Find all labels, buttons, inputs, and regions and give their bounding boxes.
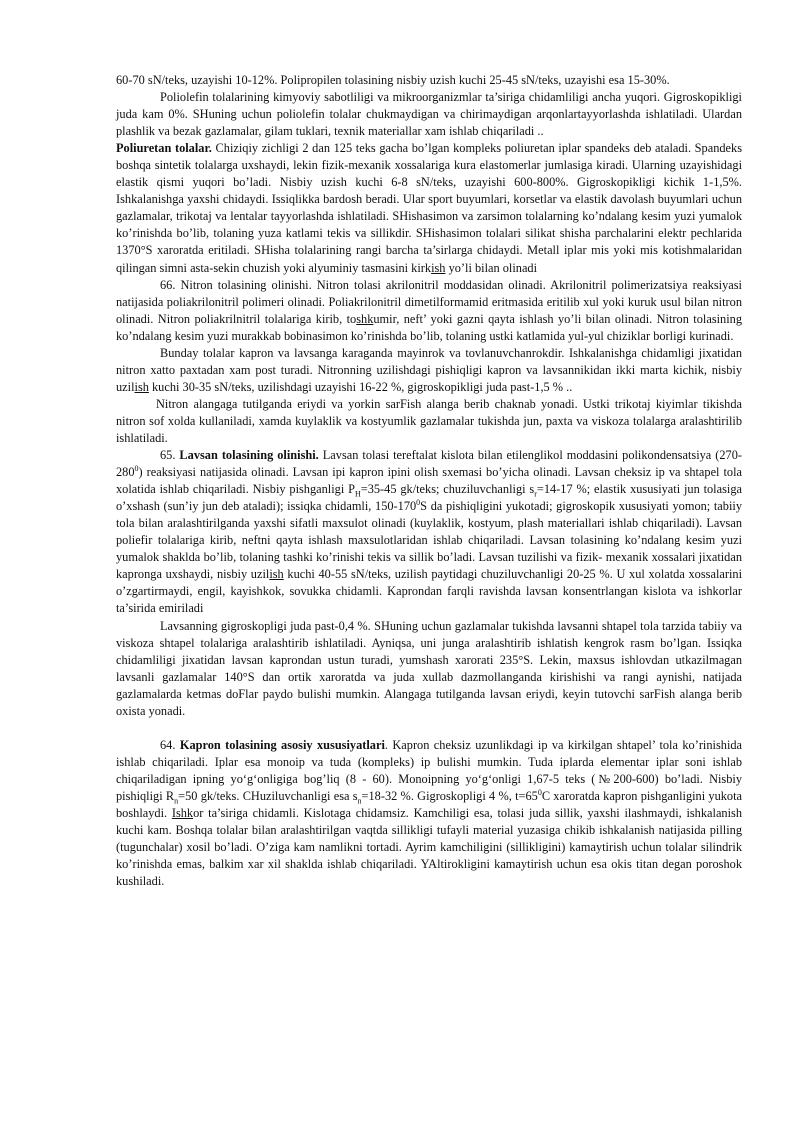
paragraph-lavsan-hygroscopicity: Lavsanning gigroskopligi juda past-0,4 %. SHuning uchun gazlamalar tukishda lavsanni shtapel tola tarzida tabiiy va viskoza shtapel tolalariga aralashtirib ishlatiladi. Ayniqsa, uni junga aralashtirib ishlatish kengrok rasm bo’lgan. Issiqka chidamliligi jixatidan lavsan kaprondan ustun turadi, yumshash xarorati 235°S. Lekin, maxsus ishlovdan utkazilmagan lavsanli gazlamalar 140°S dan ortik xaroratda va juda xullab dazmollanganda kirishishi va rangi aynishi, natijada gazlamalarda ketmas doFlar paydo bulishi mumkin. Alangaga tutilganda lavsan eriydi, keyin tutovchi sarFish alanga berib oxista yonadi. [116,618,742,718]
paragraph-nitron-production: 66. Nitron tolasining olinishi. Nitron tolasi akrilonitril moddasidan olinadi. Akrilonitril polimerizatsiya reaksiyasi natijasida poliakrilonitril polimeri olinadi. Poliakrilonitril dimetilformamid eritmasida eritilib xul yoki kuruk usul bilan nitron olinadi. Nitron poliakrilnitril tolalariga kirib, toshkumir, neft’ yoki gazni qayta ishlash yo’li bilan olinadi. Nitron tolasining ko’ndalang kesim yuzi murakkab bobinasimon ko’rinishda bo’lib, tolaning ustki katlamida yul-yul chiziklar borligi kurinadi. [116,277,742,343]
section-heading-kapron: Kapron tolasining asosiy xususiyatlari [179,737,385,752]
section-heading-lavsan: Lavsan tolasining olinishi. [179,448,319,463]
section-heading-polyurethane: Poliuretan tolalar. [116,141,212,156]
document-page [116,72,742,890]
paragraph-nitron-usage: Nitron alangaga tutilganda eriydi va yorkin sarFish alanga berib chaknab yonadi. Ustki trikotaj kiyimlar tikishda nitron sof xolda kullaniladi, xamda kuylaklik va kostyumlik gazlamalar tukishda jun, paxta va viskoza tolalarga aralashtirilib ishlatiladi. [116,396,742,445]
paragraph-lavsan-production: 65. Lavsan tolasining olinishi. Lavsan tolasi tereftalat kislota bilan etilenglikol moddasini polikondensatsiya $(270-280^0)$ reaksiyasi natijasida olinadi. Lavsan ipi kapron ipini olish sxemasi bo’yicha olinadi. Lavsan cheksiz ip va shtapel tola xolatida ishlab chiqariladi. Nisbiy pishganligi $P_H=35-45$ gk/teks; chuziluvchanligi $s_r=14-17$ %; elastik xususiyati jun tolasiga o’xshash (sun’iy jun deb ataladi); issiqka chidamli, $150-170^0S$ da pishiqligini yukotadi; gigroskopik xususiyati yomon; tabiiy tola bilan aralashtirilganda yaxshi sifatli maxsulot olinadi (kuylaklik, kostyum, plash materiallari ishlab chiqariladi). Lavsan poliefir tolalariga kirib, neftni qayta ishlash maxsulotlaridan ishlab chiqariladi. Lavsan tolasining ko’ndalang kesim yuzi yumalok shaklda bo’lib, tolaning tashki ko’rinishi tekis va sillik bo’ladi. Lavsan tuzilishi va fizik- mexanik xossalari jixatidan kapronga uxshaydi, nisbiy uzilish kuchi 40-55 sN/teks, uzilish paytidagi chuziluvchanligi 20-25 %. U xul xolatda xossalarini o’zgartirmaydi, engil, kayishkok, sovukka chidamli. Kaprondan farqli ravishda lavsan konsentrlangan kislota va ishkorlar ta’sirida emiriladi [116,448,743,616]
paragraph-polypropylene-properties: 60-70 sN/teks, uzayishi 10-12%. Polipropilen tolasining nisbiy uzish kuchi 25-45 sN/teks, uzayishi esa 15-30%. [116,73,670,87]
paragraph-kapron-properties: 64. Kapron tolasining asosiy xususiyatlari. Kapron cheksiz uzunlikdagi ip va kirkilgan shtapel’ tola ko’rinishida ishlab chiqariladi. Iplar esa monoip va tuda (kompleks) ip bulishi mumkin. Tuda iplarda elementar iplar soni ishlab chiqariladigan ipning yo‘g‘onligiga bog’liq (8 - 60). Monoipning yo‘g‘onligi 1,67-5 teks (№200-600) bo’ladi. Nisbiy pishiqligi $R_n=50$ gk/teks. CHuziluvchanligi esa $s_n=18-32$ %. Gigroskopligi 4 %, $t=65^0C$ xaroratda kapron pishganligini yukota boshlaydi. Ishkor ta’siriga chidamli. Kislotaga chidamsiz. Kamchiligi esa, tolasi juda sillik, yaxshi ilashmaydi, ishkalanish kuchi kam. Boshqa tolalar bilan aralashtirilgan vaqtda sillikligi tufayli material yuzasiga chikib ishkalanish natijasida pilling (tugunchalar) xosil bo’ladi. O’ziga kam namlikni tortadi. Ayrim kamchiligini (sillikligini) kamaytirish uchun tolalar silindrik ko’rinishda emas, balkim xar xil shaklda ishlab chiqariladi. YAltirokligini kamaytirish uchun esa okis titan degan poroshok kushiladi. [116,737,743,889]
paragraph-polyolefin: Poliolefin tolalarining kimyoviy sabotliligi va mikroorganizmlar ta’siriga chidamliligi ancha yuqori. Gigroskopikligi juda kam 0%. SHuning uchun poliolefin tolalar chukmaydigan va chirimaydigan arqonlartayyorlashda ishlatiladi. Ulardan plashlik va bezak gazlamalar, gilam tuklari, texnik materiallar xam ishlab chiqariladi .. [116,90,742,139]
paragraph-polyurethane: Poliuretan tolalar. Chiziqiy zichligi 2 dan 125 teks gacha bo’lgan kompleks poliuretan iplar spandeks deb ataladi. Spandeks boshqa sintetik tolalarga uxshaydi, lekin fizik-mexanik xossalariga kura elastomerlar jumlasiga kiradi. Ularning uzayishidagi elastik qismi yuqori bo’ladi. Nisbiy uzish kuchi 6-8 sN/teks, uzayishi 600-800%. Gigroskopikligi kichik 1-1,5%. Ishkalanishga yaxshi chidaydi. Issiqlikka bardosh beradi. Ular sport buyumlari, korsetlar va elastik davolash buyumlari uchun gazlamalar, trikotaj va lentalar tayyorlashda ishlatiladi. SHishasimon va zarsimon tolalarning ko’ndalang kesim yuzi yumalok ko’rinishda bo’lib, tolaning yuza katlami tekis va sillikdir. SHishasimon tolalari silikat shisha parchalarini elektr pechlarida 1370°S xaroratda eritiladi. SHisha tolalarining rangi barcha ta’sirlarga chidaydi. Metall iplar mis yoki mis kotishmalaridan qilingan simni asta-sekin chuzish yoki alyuminiy tasmasini kirkish yo’li bilan olinadi [116,141,742,275]
paragraph-nitron-properties: Bunday tolalar kapron va lavsanga karaganda mayinrok va tovlanuvchanrokdir. Ishkalanishga chidamligi jixatidan nitron xatto paxtadan xam post turadi. Nitronning uzilishdagi pishiqligi kapron va lavsannikidan ikki marta kichik, nisbiy uzilish kuchi 30-35 sN/teks, uzilishdagi uzayishi 16-22 %, gigroskopikligi juda past-1,5 % .. [116,345,742,394]
